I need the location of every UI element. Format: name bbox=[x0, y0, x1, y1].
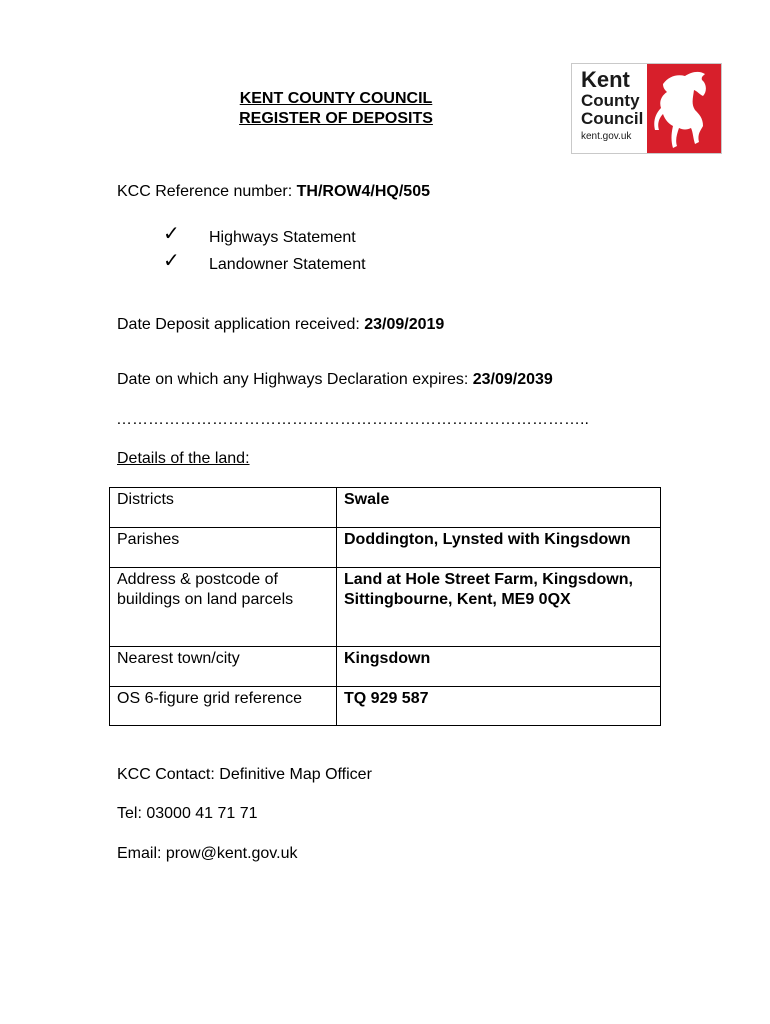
contact-tel: Tel: 03000 41 71 71 bbox=[117, 805, 258, 822]
checklist-item-landowner: Landowner Statement bbox=[209, 256, 366, 273]
row-value-address: Land at Hole Street Farm, Kingsdown, Sittingbourne, Kent, ME9 0QX bbox=[337, 568, 661, 647]
logo-text-kent: Kent bbox=[581, 67, 630, 92]
row-label-nearest-town: Nearest town/city bbox=[110, 647, 337, 687]
row-label-parishes: Parishes bbox=[110, 528, 337, 568]
page-title bbox=[200, 89, 472, 129]
declaration-expires bbox=[117, 371, 553, 389]
row-value-parishes: Doddington, Lynsted with Kingsdown bbox=[337, 528, 661, 568]
contact-email: Email: prow@kent.gov.uk bbox=[117, 845, 298, 862]
row-label-grid-reference: OS 6-figure grid reference bbox=[110, 687, 337, 726]
declaration-expires-label: Date on which any Highways Declaration expires: bbox=[117, 371, 473, 388]
checklist-item-highways: Highways Statement bbox=[209, 229, 356, 246]
row-label-districts: Districts bbox=[110, 488, 337, 528]
details-heading: Details of the land: bbox=[117, 450, 250, 467]
dotted-separator: …………………………………………………………………………….. bbox=[116, 411, 589, 428]
logo-text-county: County bbox=[581, 91, 640, 110]
table-row bbox=[110, 687, 661, 726]
reference-value: TH/ROW4/HQ/505 bbox=[296, 183, 430, 200]
reference-label: KCC Reference number: bbox=[117, 183, 297, 200]
row-value-districts: Swale bbox=[337, 488, 661, 528]
logo-text-council: Council bbox=[581, 109, 644, 128]
row-value-nearest-town: Kingsdown bbox=[337, 647, 661, 687]
title-line-1: KENT COUNTY COUNCIL bbox=[239, 90, 433, 107]
logo-red-panel bbox=[647, 64, 721, 153]
table-row bbox=[110, 568, 661, 647]
checkmark-icon: ✓ bbox=[163, 250, 180, 272]
white-horse-icon bbox=[647, 64, 721, 153]
table-row bbox=[110, 488, 661, 528]
kent-county-council-logo bbox=[571, 63, 722, 154]
land-details-table bbox=[109, 487, 661, 726]
reference-number bbox=[117, 183, 430, 201]
deposit-received-value: 23/09/2019 bbox=[364, 316, 445, 333]
logo-text-url: kent.gov.uk bbox=[581, 131, 632, 142]
contact-officer: KCC Contact: Definitive Map Officer bbox=[117, 766, 372, 783]
title-line-2: REGISTER OF DEPOSITS bbox=[239, 110, 433, 127]
table-row bbox=[110, 647, 661, 687]
declaration-expires-value: 23/09/2039 bbox=[472, 371, 553, 388]
deposit-received bbox=[117, 316, 444, 334]
table-row bbox=[110, 528, 661, 568]
checkmark-icon: ✓ bbox=[163, 223, 180, 245]
row-value-grid-reference: TQ 929 587 bbox=[337, 687, 661, 726]
deposit-received-label: Date Deposit application received: bbox=[117, 316, 365, 333]
row-label-address: Address & postcode of buildings on land parcels bbox=[110, 568, 337, 647]
